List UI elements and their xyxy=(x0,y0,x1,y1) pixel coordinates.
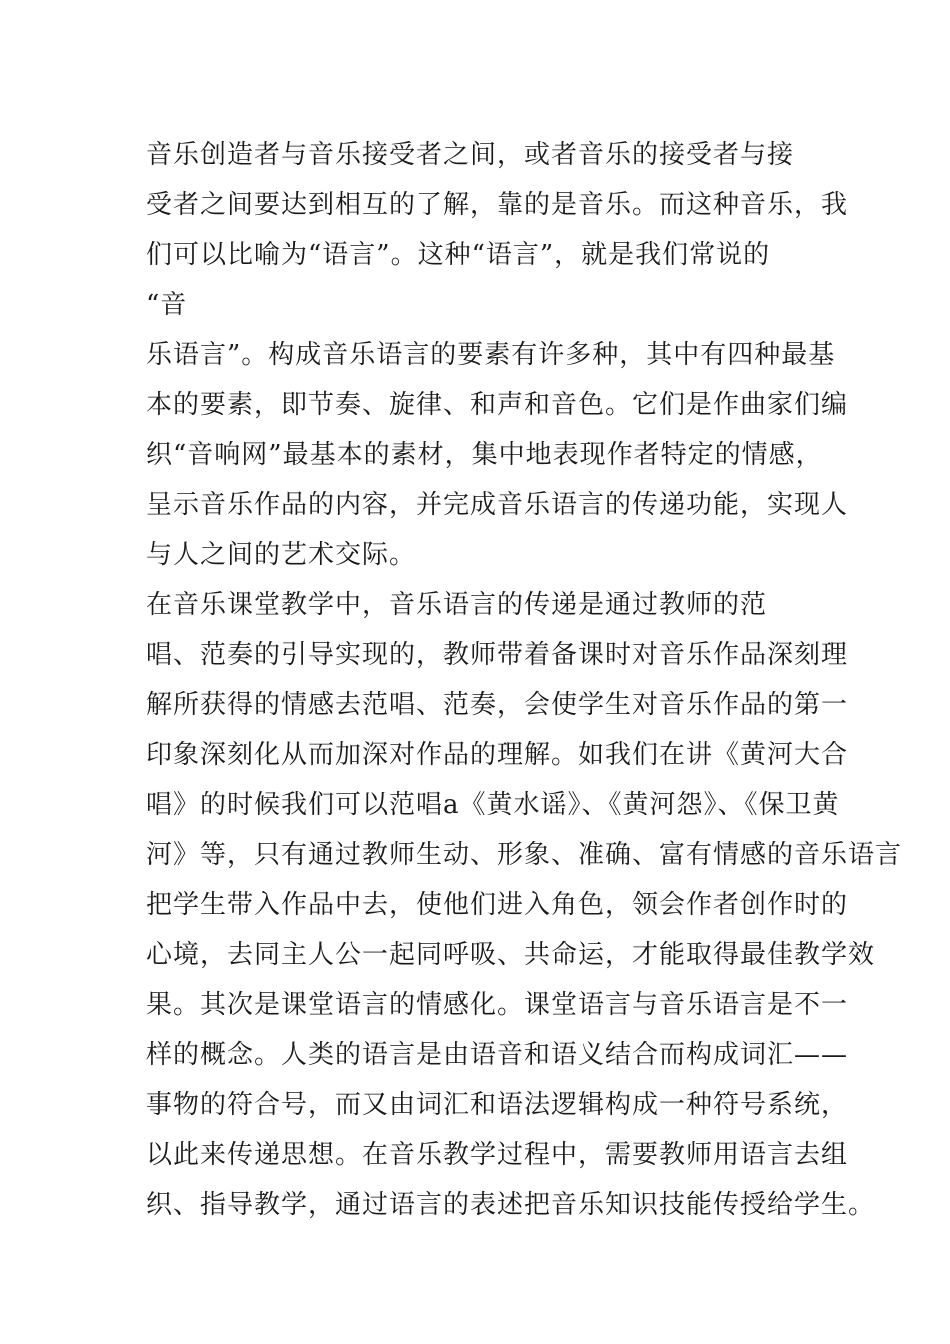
text-line: 们可以比喻为“语言”。这种“语言”，就是我们常说的 xyxy=(146,240,771,270)
body-text xyxy=(146,130,903,1230)
text-line: 以此来传递思想。在音乐教学过程中，需要教师用语言去组 xyxy=(146,1140,849,1170)
text-line: “音 xyxy=(146,290,188,320)
text-line: 在音乐课堂教学中，音乐语言的传递是通过教师的范 xyxy=(146,590,768,620)
text-line: 印象深刻化从而加深对作品的理解。如我们在讲《黄河大合 xyxy=(146,740,849,770)
text-line: 事物的符合号，而又由词汇和语法逻辑构成一种符号系统， xyxy=(146,1090,849,1120)
text-line: 受者之间要达到相互的了解，靠的是音乐。而这种音乐，我 xyxy=(146,190,849,220)
text-line: 织“音响网”最基本的素材，集中地表现作者特定的情感， xyxy=(146,440,823,470)
text-line: 解所获得的情感去范唱、范奏，会使学生对音乐作品的第一 xyxy=(146,690,849,720)
text-line: 与人之间的艺术交际。 xyxy=(146,540,417,570)
text-line: 样的概念。人类的语言是由语音和语义结合而构成词汇—— xyxy=(146,1040,849,1070)
text-line: 织、指导教学，通过语言的表述把音乐知识技能传授给学生。 xyxy=(146,1190,876,1220)
text-line: 河》等，只有通过教师生动、形象、准确、富有情感的音乐语言 xyxy=(146,840,903,870)
text-line: 心境，去同主人公一起同呼吸、共命运，才能取得最佳教学效 xyxy=(146,940,876,970)
text-line: 呈示音乐作品的内容，并完成音乐语言的传递功能，实现人 xyxy=(146,490,849,520)
text-line: 乐语言”。构成音乐语言的要素有许多种，其中有四种最基 xyxy=(146,340,836,370)
text-line: 果。其次是课堂语言的情感化。课堂语言与音乐语言是不一 xyxy=(146,990,849,1020)
text-line: 本的要素，即节奏、旋律、和声和音色。它们是作曲家们编 xyxy=(146,390,849,420)
text-line: 唱、范奏的引导实现的，教师带着备课时对音乐作品深刻理 xyxy=(146,640,849,670)
text-line: 音乐创造者与音乐接受者之间，或者音乐的接受者与接 xyxy=(146,140,795,170)
text-line: 唱》的时候我们可以范唱a《黄水谣》、《黄河怨》、《保卫黄 xyxy=(146,790,840,820)
text-line: 把学生带入作品中去，使他们进入角色，领会作者创作时的 xyxy=(146,890,849,920)
